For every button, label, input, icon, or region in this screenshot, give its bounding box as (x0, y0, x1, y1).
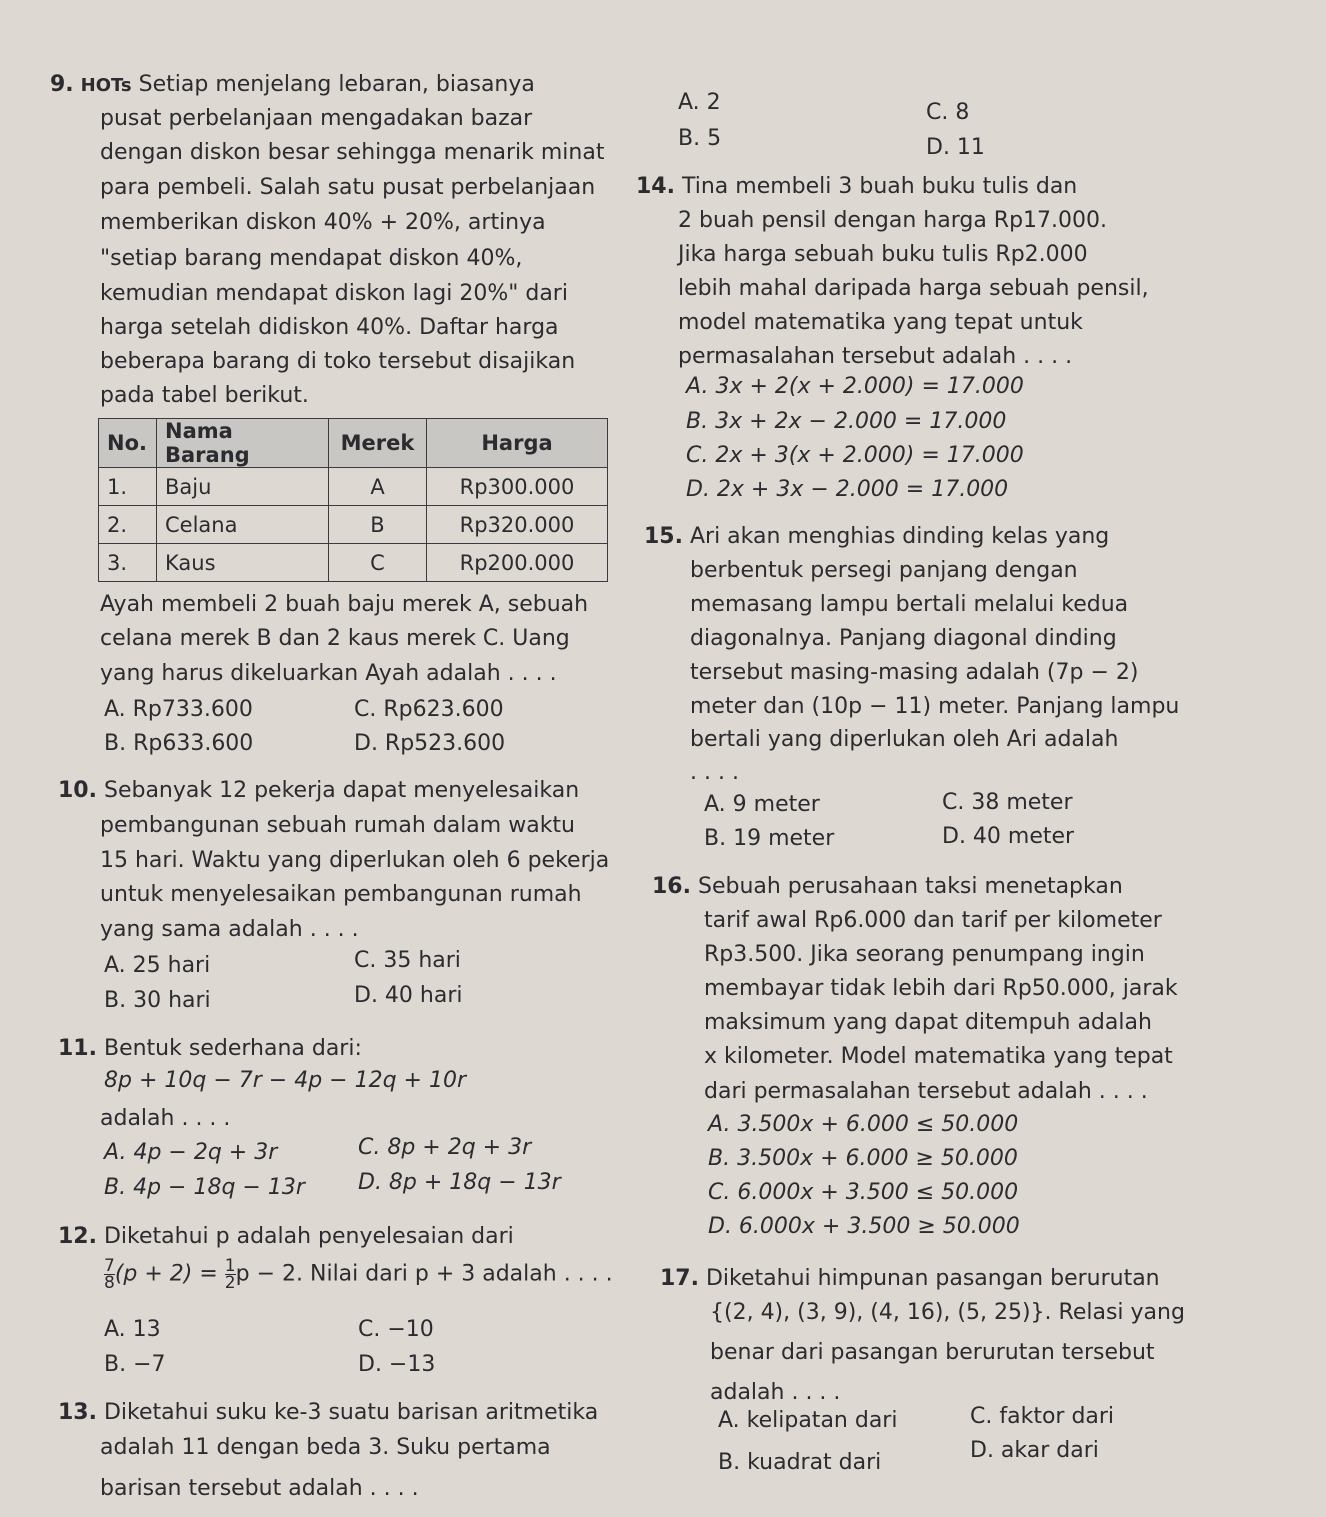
table-cell: C (329, 544, 427, 582)
question-text: lebih mahal daripada harga sebuah pensil, (678, 276, 1149, 301)
question-text: memberikan diskon 40% + 20%, artinya (100, 210, 546, 235)
hots-badge: HOTs (80, 75, 132, 96)
question-text: membayar tidak lebih dari Rp50.000, jarak (704, 976, 1178, 1001)
question-text: Sebuah perusahaan taksi menetapkan (697, 874, 1123, 899)
question-text: Tina membeli 3 buah buku tulis dan (681, 174, 1078, 199)
table-cell: Rp320.000 (427, 506, 608, 544)
question-text: "setiap barang mendapat diskon 40%, (100, 246, 523, 271)
table-header: No. (99, 419, 157, 468)
option-c[interactable]: C. 6.000x + 3.500 ≤ 50.000 (708, 1180, 1019, 1205)
table-cell: A (329, 468, 427, 506)
question-text: yang sama adalah . . . . (100, 917, 359, 942)
option-b[interactable]: B. 19 meter (704, 826, 835, 851)
table-cell: Rp300.000 (427, 468, 608, 506)
question-text: dengan diskon besar sehingga menarik minat (100, 140, 605, 165)
question-number: 17. (660, 1266, 699, 1291)
question-text: Rp3.500. Jika seorang penumpang ingin (704, 942, 1145, 967)
option-c[interactable]: C. 38 meter (942, 790, 1073, 815)
table-cell: 3. (99, 544, 157, 582)
table-row (99, 468, 608, 506)
question-number: 11. (58, 1036, 97, 1061)
question-text: pada tabel berikut. (100, 383, 309, 408)
option-c[interactable]: C. faktor dari (970, 1404, 1115, 1429)
option-a[interactable]: A. 2 (678, 90, 721, 115)
option-c[interactable]: C. 2x + 3(x + 2.000) = 17.000 (686, 443, 1024, 468)
question-text: untuk menyelesaikan pembangunan rumah (100, 882, 582, 907)
option-a[interactable]: A. 4p − 2q + 3r (104, 1140, 278, 1165)
question-text: adalah . . . . (100, 1106, 231, 1131)
fraction (225, 1258, 236, 1291)
table-cell: Kaus (157, 544, 329, 582)
question-text: tersebut masing-masing adalah (7p − 2) (690, 660, 1139, 685)
table-cell: Celana (157, 506, 329, 544)
question-text: x kilometer. Model matematika yang tepat (704, 1044, 1173, 1069)
question-text: celana merek B dan 2 kaus merek C. Uang (100, 626, 570, 651)
table-header: Nama Barang (157, 419, 329, 468)
option-a[interactable]: A. 13 (104, 1317, 161, 1342)
fraction-numerator: 7 (104, 1256, 115, 1276)
question-text: meter dan (10p − 11) meter. Panjang lampu (690, 694, 1180, 719)
option-b[interactable]: B. 4p − 18q − 13r (104, 1175, 305, 1200)
question-text: yang harus dikeluarkan Ayah adalah . . . . (100, 661, 557, 686)
question-text: Sebanyak 12 pekerja dapat menyelesaikan (103, 778, 580, 803)
question-text: adalah 11 dengan beda 3. Suku pertama (100, 1435, 551, 1460)
option-b[interactable]: B. Rp633.600 (104, 731, 254, 756)
table-header: Harga (427, 419, 608, 468)
equation-tail: p − 2. Nilai dari p + 3 adalah . . . . (235, 1261, 613, 1287)
option-b[interactable]: B. 30 hari (104, 988, 211, 1013)
table-cell: Baju (157, 468, 329, 506)
question-number: 15. (644, 524, 683, 549)
option-a[interactable]: A. kelipatan dari (718, 1408, 898, 1433)
question-text: Diketahui p adalah penyelesaian dari (103, 1224, 514, 1249)
option-b[interactable]: B. −7 (104, 1352, 166, 1377)
question-text: Ari akan menghias dinding kelas yang (689, 524, 1110, 549)
question-text: Diketahui himpunan pasangan berurutan (705, 1266, 1160, 1291)
expression: 8p + 10q − 7r − 4p − 12q + 10r (104, 1068, 467, 1093)
option-d[interactable]: D. −13 (358, 1352, 436, 1377)
option-c[interactable]: C. −10 (358, 1317, 434, 1342)
table-cell: Rp200.000 (427, 544, 608, 582)
question-text: 15 hari. Waktu yang diperlukan oleh 6 pekerja (100, 848, 610, 873)
option-b[interactable]: B. 3x + 2x − 2.000 = 17.000 (686, 409, 1007, 434)
question-text: barisan tersebut adalah . . . . (100, 1476, 419, 1501)
question-text: maksimum yang dapat ditempuh adalah (704, 1010, 1152, 1035)
equation-part: (p + 2) = (114, 1261, 225, 1287)
option-c[interactable]: C. 8 (926, 100, 970, 125)
option-a[interactable]: A. 3.500x + 6.000 ≤ 50.000 (708, 1112, 1019, 1137)
question-text: harga setelah didiskon 40%. Daftar harga (100, 315, 559, 340)
table-row (99, 506, 608, 544)
question-number: 16. (652, 874, 691, 899)
question-text: {(2, 4), (3, 9), (4, 16), (5, 25)}. Relasi yang (710, 1300, 1185, 1325)
question-text: tarif awal Rp6.000 dan tarif per kilometer (704, 908, 1162, 933)
question-text: diagonalnya. Panjang diagonal dinding (690, 626, 1117, 651)
table-header: Merek (329, 419, 427, 468)
option-b[interactable]: B. 3.500x + 6.000 ≥ 50.000 (708, 1146, 1018, 1171)
fraction-denominator: 2 (224, 1273, 236, 1293)
question-text: Bentuk sederhana dari: (103, 1036, 362, 1061)
option-a[interactable]: A. 25 hari (104, 953, 211, 978)
table-cell: B (329, 506, 427, 544)
question-text: para pembeli. Salah satu pusat perbelanjaan (100, 175, 596, 200)
option-d[interactable]: D. 6.000x + 3.500 ≥ 50.000 (708, 1214, 1020, 1239)
question-text: dari permasalahan tersebut adalah . . . . (704, 1079, 1148, 1104)
question-number: 12. (58, 1224, 97, 1249)
question-text: memasang lampu bertali melalui kedua (690, 592, 1129, 617)
question-text: pusat perbelanjaan mengadakan bazar (100, 106, 533, 131)
price-table (98, 418, 608, 582)
option-d[interactable]: D. akar dari (970, 1438, 1099, 1463)
fraction-denominator: 8 (104, 1273, 115, 1293)
option-b[interactable]: B. kuadrat dari (718, 1450, 882, 1475)
question-text: Diketahui suku ke-3 suatu barisan aritmetika (103, 1400, 599, 1425)
question-text: pembangunan sebuah rumah dalam waktu (100, 813, 575, 838)
question-text: Setiap menjelang lebaran, biasanya (138, 72, 535, 97)
question-text: beberapa barang di toko tersebut disajikan (100, 349, 576, 374)
question-text: Jika harga sebuah buku tulis Rp2.000 (678, 242, 1088, 267)
option-c[interactable]: C. 35 hari (354, 948, 461, 973)
question-text: . . . . (690, 760, 739, 785)
table-row (99, 544, 608, 582)
question-number: 9. (50, 72, 74, 97)
option-d[interactable]: D. 40 hari (354, 983, 463, 1008)
question-text: adalah . . . . (710, 1380, 841, 1405)
option-a[interactable]: A. 9 meter (704, 792, 820, 817)
table-header-row (99, 419, 608, 468)
option-a[interactable]: A. 3x + 2(x + 2.000) = 17.000 (686, 374, 1024, 399)
question-number: 10. (58, 778, 97, 803)
option-d[interactable]: D. 40 meter (942, 824, 1075, 849)
fraction-numerator: 1 (224, 1256, 236, 1276)
question-text: 2 buah pensil dengan harga Rp17.000. (678, 208, 1108, 233)
question-text: benar dari pasangan berurutan tersebut (710, 1340, 1155, 1365)
table-cell: 1. (99, 468, 157, 506)
fraction (104, 1258, 115, 1291)
option-c[interactable]: C. Rp623.600 (354, 697, 504, 722)
question-text: model matematika yang tepat untuk (678, 310, 1083, 335)
option-d[interactable]: D. 2x + 3x − 2.000 = 17.000 (686, 477, 1009, 502)
table-cell: 2. (99, 506, 157, 544)
option-d[interactable]: D. 11 (926, 135, 985, 160)
option-d[interactable]: D. Rp523.600 (354, 731, 506, 756)
question-number: 14. (636, 174, 675, 199)
question-number: 13. (58, 1400, 97, 1425)
question-text: bertali yang diperlukan oleh Ari adalah (690, 727, 1119, 752)
option-a[interactable]: A. Rp733.600 (104, 697, 253, 722)
question-text: kemudian mendapat diskon lagi 20%" dari (100, 281, 568, 306)
question-text: berbentuk persegi panjang dengan (690, 558, 1078, 583)
option-d[interactable]: D. 8p + 18q − 13r (358, 1170, 561, 1195)
option-b[interactable]: B. 5 (678, 126, 722, 151)
question-text: Ayah membeli 2 buah baju merek A, sebuah (100, 592, 589, 617)
question-text: permasalahan tersebut adalah . . . . (678, 344, 1073, 369)
option-c[interactable]: C. 8p + 2q + 3r (358, 1135, 532, 1160)
